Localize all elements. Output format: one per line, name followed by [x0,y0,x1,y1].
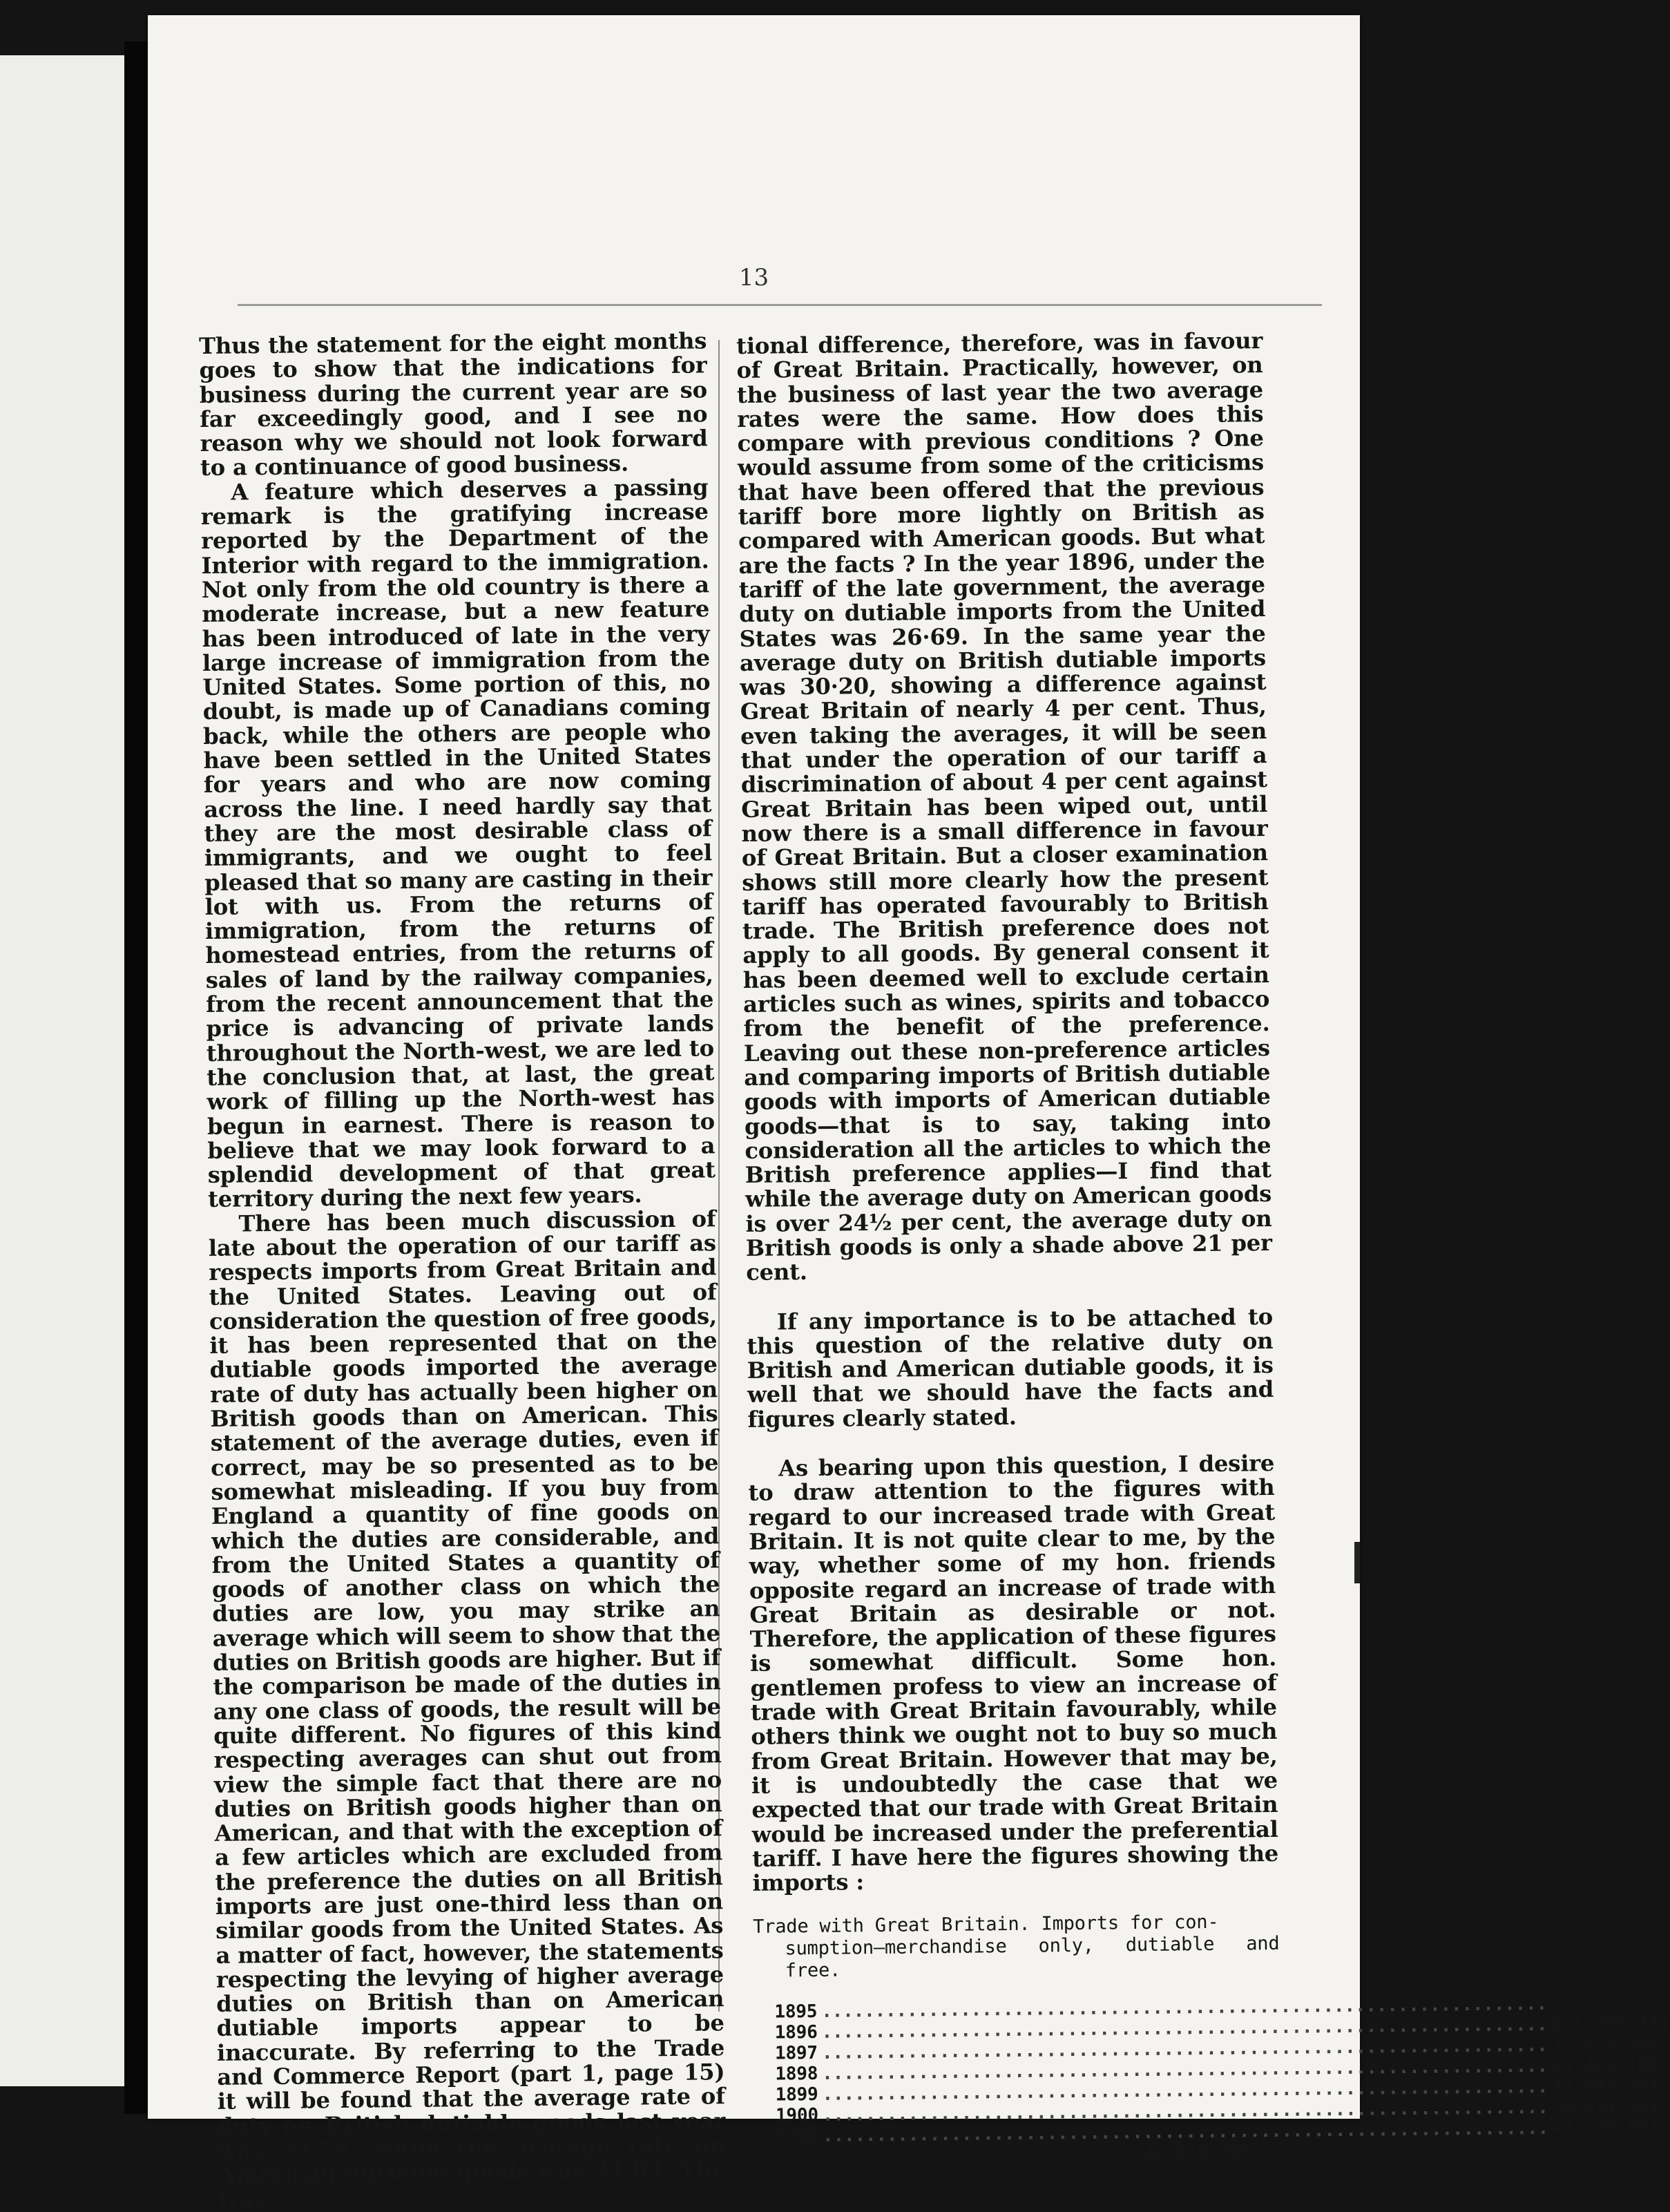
table-row-year: 1901 [776,2126,818,2147]
right-column [736,329,1282,2168]
table-row-year: 1896 [775,2022,818,2043]
left-column [199,329,726,2211]
table-row-year: 1899 [776,2084,818,2106]
leader-dots: .................................................................... [821,2014,1547,2043]
header-rule-left [238,304,804,306]
table-row-year: 1895 [774,2001,817,2023]
book-spine [124,41,148,2114]
table-row-amount: 29,401,188 [1552,2055,1659,2077]
table-row-amount: 32,043,461 [1552,2076,1659,2098]
table-row-year: 1897 [775,2043,818,2064]
page-edge-mark [1354,1542,1360,1583]
leader-dots: .................................................................... [822,2056,1548,2084]
leader-dots: .................................................................... [821,1994,1547,2022]
leader-dots [780,2143,1140,2167]
leader-dots: .................................................................... [823,2118,1548,2146]
trade-table [753,1911,1282,2168]
leader-dots: .................................................................... [823,2097,1548,2126]
page-number: 13 [148,264,1360,292]
left-paragraph-3: There has been much discussion of late about the operation of our tariff as respects imports from Great Britain and the United States. Leaving out of consideration the question of free goods, it has been represented that on the dutiable goods imported the average rate of duty has actually been higher on British goods than on American. This statement of the average duties, even if correct, may be so presented as to be somewhat misleading. If you buy from England a quantity of fine goods on which the duties are considerable, and from the United States a quantity of goods of another class on which the duties are low, you may strike an average which will seem to show that the duties on British goods are higher. But if the comparison be made of the duties in any one class of goods, the result will be quite different. No figures of this kind respecting averages can shut out from view the simple fact that there are no duties on British goods higher than on American, and that with the exception of a few articles which are excluded from the preference the duties on all British imports are just one-third less than on similar goods from the United States. As a matter of fact, however, the statements respecting the levying of higher average duties on British than on American dutiable imports appear to be inaccurate. By referring to the Trade and Commerce Report (part 1, page 15) it will be found that the average rate of duty on British dutiable goods last year was 24·74, while the average rate on American dutiable goods was 24·83. The frac- [208,1207,726,2212]
header-rule-right [749,304,1322,306]
table-row-year: 1900 [776,2105,818,2126]
right-paragraph-1: tional difference, therefore, was in favour of Great Britain. Practically, however, on the business of last year the two average rates were the same. How does this compare with previous conditions ? One would assume from some of the criticisms that have been offered that the previous tariff bore more lightly on British as compared with American goods. But what are the facts ? In the year 1896, under the tariff of the late government, the average duty on dutiable imports from the United States was 26·69. In the same year the average duty on British dutiable imports was 30·20, showing a difference against Great Britain of nearly 4 per cent. Thus, even taking the averages, it will be seen that under the operation of our tariff a discrimination of about 4 per cent against Great Britain has been wiped out, until now there is a small difference in favour of Great Britain. But a closer examination shows still more clearly how the present tariff has operated favourably to British trade. The British preference does not apply to all goods. By general consent it has been deemed well to exclude certain articles such as wines, spirits and tobacco from the benefit of the preference. Leaving out these non-preference articles and comparing imports of British dutiable goods with imports of American dutiable goods—that is to say, taking into consideration all the articles to which the British preference applies—I find that while the average duty on American goods is over 24½ per cent, the average duty on British goods is only a shade above 21 per cent. [736,329,1272,1285]
trade-table-rows [754,1996,1281,2168]
table-row-amount: 44,279,983 [1553,2117,1660,2139]
left-paragraph-2: A feature which deserves a passing remark is the gratifying increase reported by the Department of the Interior with regard to the immigration. Not only from the old country is there a moderate increase, but a new feature has been introduced of late in the very large increase of immigration from the United States. Some portion of this, no doubt, is made up of Canadians coming back, while the others are people who have been settled in the United States for years and who are now coming across the line. I need hardly say that they are the most desirable class of immigrants, and we ought to feel pleased that so many are casting in their lot with us. From the returns of immigration, from the returns of homestead entries, from the returns of sales of land by the railway companies, from the recent announcement that the price is advancing of private lands throughout the North-west, we are led to the conclusion that, at last, the great work of filling up the North-west has begun in earnest. There is reason to believe that we may look forward to a splendid development of that great territory during the next few years. [200,475,716,1212]
left-paragraph-1: Thus the statement for the eight months goes to show that the indications for business during the current year are so far exceedingly good, and I see no reason why we should not look forward to a continuance of good business. [199,329,708,480]
table-row-amount: 42,819,995 [1144,2142,1251,2164]
trade-table-caption [753,1911,1280,1983]
table-row-amount: $31,059,332 [1551,2013,1669,2035]
table-row-year: 1898 [775,2063,818,2085]
table-row-amount: 36,931,323 [1552,2097,1659,2119]
right-paragraph-2: If any importance is to be attached to this question of the relative duty on British and American dutiable goods, it is well that we should have the facts and figures clearly stated. [747,1305,1274,1432]
leader-dots: .................................................................... [822,2035,1548,2063]
document-page [148,15,1360,2119]
trade-table-caption-line-1: Trade with Great Britain. Imports for con- [753,1911,1219,1938]
right-paragraph-3: As bearing upon this question, I desire to draw attention to the figures with regard to our increased trade with Great Britain. It is not quite clear to me, by the way, whether some of my hon. friends opposite regard an increase of trade with Great Britain as desirable or not. Therefore, the application of these figures is somewhat difficult. Some hon. gentlemen profess to view an increase of trade with Great Britain favourably, while others think we ought not to buy so much from Great Britain. However that may be, it is undoubtedly the case that we expected that our trade with Great Britain would be increased under the preferential tariff. I have here the figures showing the imports : [748,1451,1279,1896]
facing-page-edge [0,55,124,2086]
table-row-amount: 32,824,505 [1552,2034,1659,2057]
leader-dots: .................................................................... [822,2077,1548,2105]
trade-table-caption-line-2: sumption—merchandise only, dutiable and free. [753,1933,1280,1983]
